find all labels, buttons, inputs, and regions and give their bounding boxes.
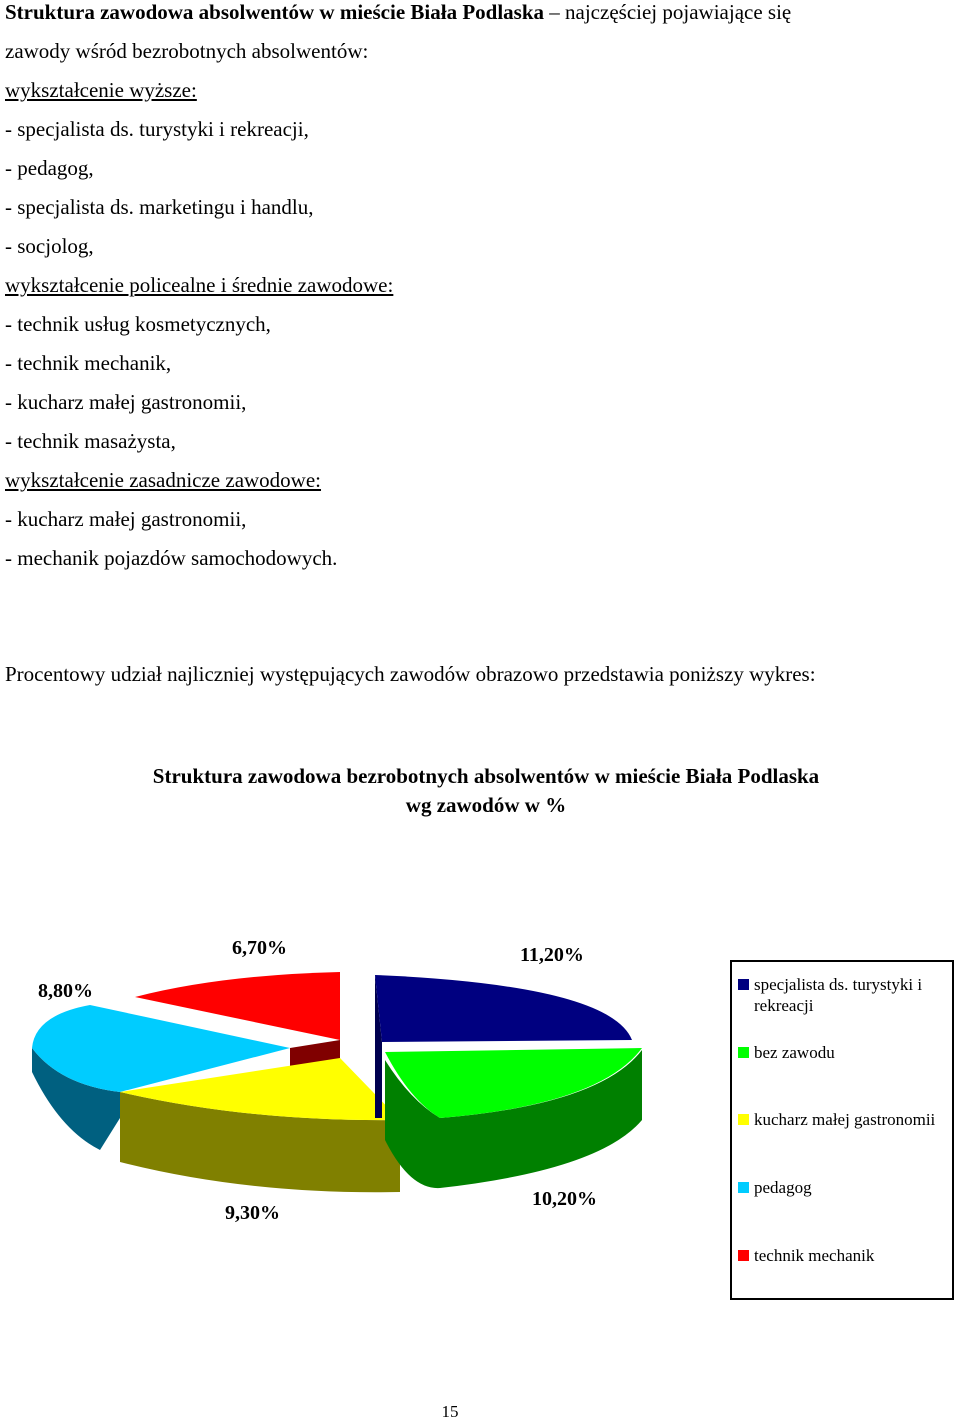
data-label: 9,30% — [225, 1202, 280, 1224]
legend-swatch — [738, 1182, 749, 1193]
legend-swatch — [738, 1114, 749, 1125]
list-item: - technik mechanik, — [5, 351, 172, 375]
slice-bez-zawodu — [385, 1048, 642, 1188]
page-number: 15 — [441, 1402, 459, 1421]
list-item: - socjolog, — [5, 234, 94, 258]
legend-label: pedagog — [754, 1178, 812, 1197]
data-label: 6,70% — [232, 937, 287, 959]
pie-chart — [0, 930, 720, 1230]
list-item: - technik usług kosmetycznych, — [5, 312, 271, 336]
group-heading-higher: wykształcenie wyższe: — [5, 78, 197, 102]
legend-label: kucharz małej gastronomii — [754, 1110, 936, 1129]
chart-intro: Procentowy udział najliczniej występujących zawodów obrazowo przedstawia poniższy wykres: — [5, 662, 816, 686]
list-item: - kucharz małej gastronomii, — [5, 390, 247, 414]
legend-swatch — [738, 1250, 749, 1261]
list-item: - specjalista ds. turystyki i rekreacji, — [5, 117, 309, 141]
chart-title: Struktura zawodowa bezrobotnych absolwentów w mieście Biała Podlaska — [152, 764, 820, 788]
chart-subtitle: wg zawodów w % — [405, 793, 567, 817]
legend-label: bez zawodu — [754, 1043, 835, 1062]
chart-legend — [730, 960, 954, 1300]
intro-line-2: zawody wśród bezrobotnych absolwentów: — [5, 39, 369, 63]
list-item: - kucharz małej gastronomii, — [5, 507, 247, 531]
list-item: - mechanik pojazdów samochodowych. — [5, 546, 338, 570]
group-heading-vocational: wykształcenie zasadnicze zawodowe: — [5, 468, 322, 492]
list-item: - specjalista ds. marketingu i handlu, — [5, 195, 314, 219]
list-item: - technik masażysta, — [5, 429, 176, 453]
group-heading-secondary: wykształcenie policealne i średnie zawodowe: — [5, 273, 394, 297]
intro-line-1 — [5, 0, 791, 24]
intro-title: Struktura zawodowa absolwentów w mieście Biała Podlaska — [5, 0, 545, 24]
legend-swatch — [738, 979, 749, 990]
legend-label: specjalista ds. turystyki i rekreacji — [754, 975, 923, 1015]
slice-top — [375, 975, 632, 1042]
list-item: - pedagog, — [5, 156, 94, 180]
intro-rest: – najczęściej pojawiające się — [544, 0, 792, 24]
data-label: 11,20% — [520, 944, 584, 966]
data-label: 8,80% — [38, 980, 93, 1002]
legend-swatch — [738, 1047, 749, 1058]
legend-label: technik mechanik — [754, 1246, 875, 1265]
data-label: 10,20% — [532, 1188, 597, 1210]
